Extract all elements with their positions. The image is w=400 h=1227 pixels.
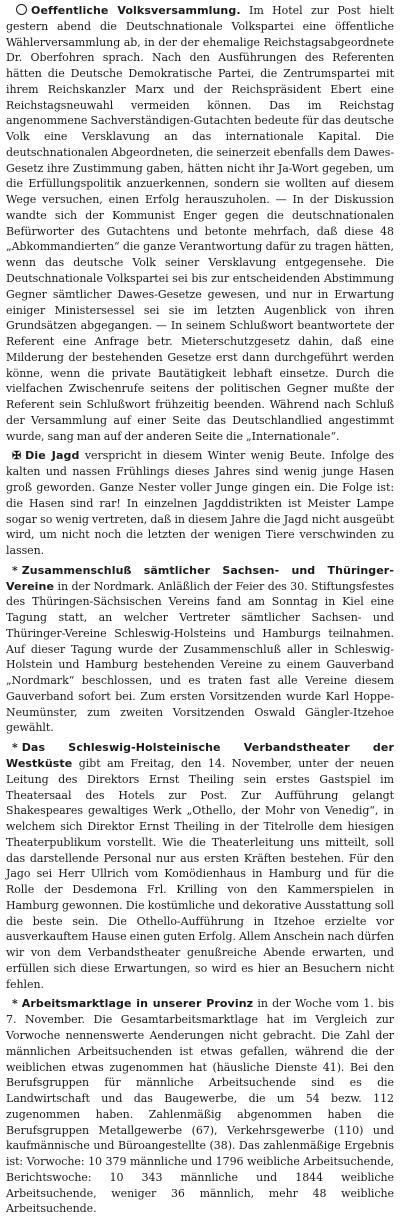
article-heading: Zusammenschluß sämtlicher Sachsen- und Thüringer-Vereine <box>6 563 394 593</box>
article-heading: Das Schleswig-Holsteinische Verbandstheater der Westküste <box>6 741 394 770</box>
article-text: Im Hotel zur Post hielt gestern abend die Deutschnationale Volkspartei eine öffentliche Wählerversammlung ab, in der der ehemalige Reichstagsabgeordnete Dr. Oberfohren sprach. Nach den Ausführungen des Referenten hätten die Deutsche Demokratische Partei, die Zentrumspartei mit ihrem Reichskanzler Marx und der Reichspräsident Ebert eine Reichstagsneuwahl vermeiden können. Das im Reichstag angenommene Sachverständigen-Gutachten bedeute für das deutsche Volk eine Versklavung an das internationale Kapital. Die deutschnationalen Abgeordneten, die seinerzeit ebenfalls dem Dawes-Gesetz ihre Zustimmung gaben, hätten nicht ihr Ja-Wort gegeben, um die Erfüllungspolitik anzuerkennen, sondern sie wollten auf diesem Wege versuchen, einen Erfolg herauszuholen. — In der Diskussion wandte sich der Kommunist Enger gegen die deutschnationalen Befürworter des Gutachtens und betonte mehrfach, daß diese 48 „Abkommandierten“ die ganze Verantwortung dafür zu tragen hätten, wenn das deutsche Volk seiner Versklavung entgegensehe. Die Deutschnationale Volkspartei sei bis zur entscheidenden Abstimmung Gegner sämtlicher Dawes-Gesetze gewesen, und nur in Erwartung einiger Ministersessel sei sie im letzten Augenblick von ihren Grundsätzen abgegangen. — In seinem Schlußwort beantwortete der Referent eine Anfrage betr. Mieterschutzgesetz dahin, daß eine Milderung der bestehenden Gesetze erst dann durchgeführt werden könne, wenn die private Bautätigkeit lebhaft einsetze. Durch die vielfachen Zwischenrufe seitens der politischen Gegner mußte der Referent sein Schlußwort frühzeitig beenden. Während nach Schluß der Versammlung auf einer Seite das Deutschlandlied angestimmt wurde, sang man auf der anderen Seite die „Internationale“. <box>6 4 394 443</box>
article-heading: Die Jagd <box>25 449 80 463</box>
article-association-merger <box>6 563 394 736</box>
asterisk-marker-icon: * <box>12 997 18 1011</box>
article-public-meeting <box>6 3 394 444</box>
article-text: gibt am Freitag, den 14. November, unter der neuen Leitung des Direktors Ernst Theiling sein erstes Gastspiel im Theatersaal des Hotels zur Post. Zur Aufführung gelangt Shakespeares gewaltiges Werk „Othello, der Mohr von Venedig“, in welchem sich Direktor Ernst Theiling in der Titelrolle dem hiesigen Theaterpublikum vorstellt. Wie die Theaterleitung uns mitteilt, soll das darstellende Personal nur aus ersten Kräften bestehen. Für den Jago sei Herr Ullrich vom Komödienhaus in Hamburg und für die Rolle der Desdemona Frl. Krilling von den Kammerspielen in Hamburg gewonnen. Die kostümliche und dekorative Ausstattung soll die beste sein. Die Othello-Aufführung in Itzehoe erzielte vor ausverkauftem Hause einen guten Erfolg. Allem Anschein nach dürfen wir von dem Verbandstheater genußreiche Abende erwarten, und erfüllen sich diese Erwartungen, so wird es hier an Besuchern nicht fehlen. <box>6 756 394 991</box>
article-heading: Oeffentliche Volksversammlung. <box>31 4 241 17</box>
article-text: in der Nordmark. Anläßlich der Feier des 30. Stiftungsfestes des Thüringen-Sächsischen Vereins fand am Sonntag in Kiel eine Tagung statt, an welcher Vertreter sämtlicher Sachsen- und Thüringer-Vereine Schleswig-Holsteins und Hamburgs teilnahmen. Auf dieser Tagung wurde der Zusammenschluß aller in Schleswig-Holstein und Hamburg bestehenden Vereine zu einem Gauverband „Nordmark“ beschlossen, und es traten fast alle Vereine diesem Gauverband sofort bei. Zum ersten Vorsitzenden wurde Karl Hoppe-Neumünster, zum zweiten Vorsitzenden Oswald Gängler-Itzehoe gewählt. <box>6 579 394 735</box>
article-heading: Arbeitsmarktlage in unserer Provinz <box>21 997 254 1011</box>
article-theatre <box>6 740 394 992</box>
article-text: in der Woche vom 1. bis 7. November. Die Gesamtarbeitsmarktlage hat im Vergleich zur Vorwoche nennenswerte Aenderungen nicht gebracht. Die Zahl der männlichen Arbeitsuchenden ist etwas gefallen, während die der weiblichen etwas zugenommen hat (häusliche Dienste 41). Bei den Berufsgruppen für männliche Arbeitsuchende sind es die Landwirtschaft und das Baugewerbe, die um 54 bezw. 112 zugenommen haben. Zahlenmäßig abgenommen haben die Berufsgruppen Metallgewerbe (67), Verkehrsgewerbe (110) und kaufmännische und Büroangestellte (38). Das zahlenmäßige Ergebnis ist: Vorwoche: 10 379 männliche und 1796 weibliche Arbeitsuchende, Berichtswoche: 10 343 männliche und 1844 weibliche Arbeitsuchende, weniger 36 männlich, mehr 48 weibliche Arbeitsuchende. <box>6 997 394 1216</box>
article-text: verspricht in diesem Winter wenig Beute. Infolge des kalten und nassen Frühlings dieses Jahres sind wenig junge Hasen groß geworden. Ganze Nester voller Junge gingen ein. Die Folge ist: die Hasen sind rar! In einzelnen Jagddistrikten ist Meister Lampe sogar so wenig vertreten, daß in diesem Jahre die Jagd nicht ausgeübt wird, um nicht noch die letzten der wenigen Tiere verschwinden zu lassen. <box>6 449 394 558</box>
article-labour-market <box>6 996 394 1217</box>
asterisk-marker-icon: * <box>12 741 18 755</box>
circle-marker-icon <box>16 4 27 15</box>
cross-marker-icon: ✠ <box>12 449 22 463</box>
article-hunting <box>6 448 394 558</box>
asterisk-marker-icon: * <box>12 563 18 577</box>
